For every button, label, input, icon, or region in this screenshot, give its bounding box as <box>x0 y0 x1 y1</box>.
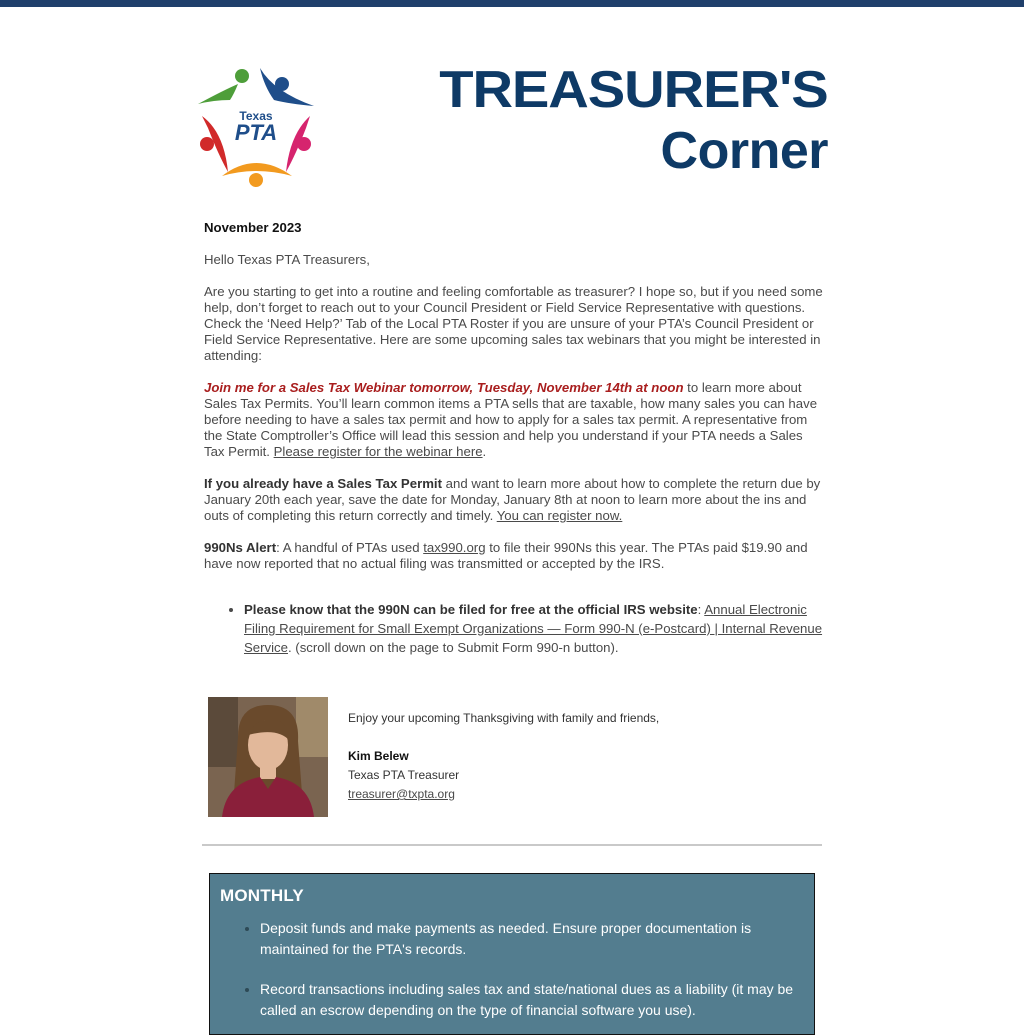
top-bar <box>0 0 1024 7</box>
monthly-section <box>209 873 815 1035</box>
monthly-heading: MONTHLY <box>220 886 304 905</box>
monthly-list <box>210 918 814 1021</box>
signer-role: Texas PTA Treasurer <box>348 768 460 782</box>
title-line-1: TREASURER'S <box>439 61 828 119</box>
closing-line: Enjoy your upcoming Thanksgiving with family and friends, <box>348 711 660 725</box>
signature-block <box>208 697 828 817</box>
signer-name: Kim Belew <box>348 749 409 763</box>
signature-text <box>348 709 659 804</box>
tax990-link[interactable]: tax990.org <box>423 540 486 555</box>
letter-body <box>204 220 824 657</box>
svg-text:PTA: PTA <box>234 120 278 145</box>
webinar-highlight: Join me for a Sales Tax Webinar tomorrow, Tuesday, November 14th at noon <box>204 380 684 395</box>
alert-paragraph: 990Ns Alert: A handful of PTAs used tax990.org to file their 990Ns this year. The PTAs paid $19.90 and have now reported that no actual filing was transmitted or accepted by the IRS. <box>204 540 808 571</box>
issue-date: November 2023 <box>204 220 302 235</box>
irs-990n-link[interactable]: Annual Electronic Filing Requirement for Small Exempt Organizations — Form 990-N (e-Postcard) | Internal Revenue Service <box>244 602 823 655</box>
texas-pta-logo <box>194 64 318 190</box>
treasurer-photo <box>208 697 328 817</box>
title-line-2: Corner <box>660 122 828 180</box>
permit-register-link[interactable]: You can register now. <box>496 508 623 523</box>
treasurer-email-link[interactable]: treasurer@txpta.org <box>348 787 455 801</box>
newsletter-title <box>439 61 828 180</box>
svg-text:Texas: Texas <box>239 109 273 123</box>
section-divider <box>202 844 822 846</box>
permit-paragraph: If you already have a Sales Tax Permit and want to learn more about how to complete the return due by January 20th each year, save the date for Monday, January 8th at noon to learn more about the ins and outs of completing this return correctly and timely. You can register now. <box>204 476 821 523</box>
webinar-register-link[interactable]: Please register for the webinar here <box>273 444 483 459</box>
webinar-paragraph: Join me for a Sales Tax Webinar tomorrow, Tuesday, November 14th at noon to learn more about Sales Tax Permits. You’ll learn common items a PTA sells that are taxable, how many sales you can have before needing to have a sales tax permit and how to apply for a sales tax permit. A representative from the State Comptroller’s Office will lead this session and help you understand if your PTA needs a Sales Tax Permit. Please register for the webinar here. <box>204 380 818 459</box>
list-item: • Please know that the 990N can be filed for free at the official IRS website: Annual Electronic Filing Requirement for Small Exempt Organizations — Form 990-N (e-Postcard) | Internal Revenue Service. (scroll down on the page to Submit Form 990-n button). <box>244 600 824 657</box>
list-item: • Deposit funds and make payments as needed. Ensure proper documentation is maintained for the PTA's records. <box>260 918 814 960</box>
greeting: Hello Texas PTA Treasurers, <box>204 252 370 267</box>
intro-paragraph: Are you starting to get into a routine and feeling comfortable as treasurer? I hope so, but if you need some help, don’t forget to reach out to your Council President or Field Service Representative with questions. Check the ‘Need Help?’ Tab of the Local PTA Roster if you are unsure of your PTA’s Council President or Field Service Representative. Here are some upcoming sales tax webinars that you might be interested in attending: <box>204 284 823 363</box>
list-item: • Record transactions including sales tax and state/national dues as a liability (it may be called an escrow depending on the type of financial software you use). <box>260 979 814 1021</box>
irs-bullet-list <box>204 600 824 657</box>
